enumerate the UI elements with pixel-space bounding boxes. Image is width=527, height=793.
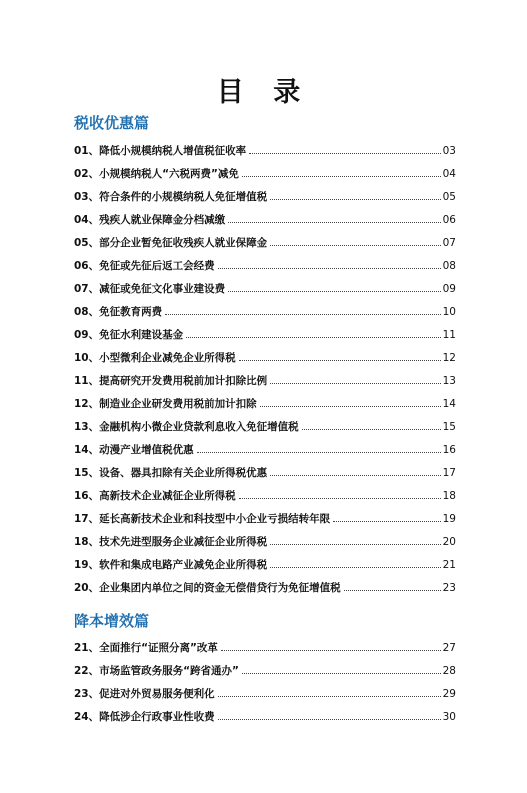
toc-entry[interactable] bbox=[74, 156, 456, 179]
toc-dot-leader bbox=[221, 650, 441, 651]
toc-entry-page-number: 10 bbox=[442, 305, 456, 318]
toc-entry[interactable] bbox=[74, 363, 456, 386]
toc-dot-leader bbox=[228, 222, 441, 223]
toc-entry[interactable] bbox=[74, 386, 456, 409]
toc-dot-leader bbox=[165, 314, 441, 315]
toc-entry[interactable] bbox=[74, 317, 456, 340]
toc-entry-page-number: 13 bbox=[442, 374, 456, 387]
toc-entry[interactable] bbox=[74, 547, 456, 570]
toc-entry[interactable] bbox=[74, 478, 456, 501]
toc-entry-page-number: 20 bbox=[442, 535, 456, 548]
toc-entry-page-number: 23 bbox=[442, 581, 456, 594]
toc-entry-label: 23、促进对外贸易服务便利化 bbox=[74, 687, 215, 700]
toc-entry-label: 17、延长高新技术企业和科技型中小企业亏损结转年限 bbox=[74, 512, 331, 525]
toc-entry[interactable] bbox=[74, 179, 456, 202]
toc-entry[interactable] bbox=[74, 294, 456, 317]
section-heading-tax: 税收优惠篇 bbox=[74, 114, 150, 132]
toc-entry-label: 08、免征教育两费 bbox=[74, 305, 163, 318]
toc-dot-leader bbox=[302, 429, 441, 430]
toc-entry-page-number: 17 bbox=[442, 466, 456, 479]
toc-entry-label: 21、全面推行“证照分离”改革 bbox=[74, 641, 218, 654]
toc-entry-page-number: 19 bbox=[442, 512, 456, 525]
toc-entry-page-number: 12 bbox=[442, 351, 456, 364]
toc-entry-page-number: 30 bbox=[442, 710, 456, 723]
toc-entry-page-number: 27 bbox=[442, 641, 456, 654]
toc-entry-page-number: 08 bbox=[442, 259, 456, 272]
toc-entry-label: 10、小型微利企业减免企业所得税 bbox=[74, 351, 236, 364]
toc-entry-label: 22、市场监管政务服务“跨省通办” bbox=[74, 664, 239, 677]
toc-entry-page-number: 15 bbox=[442, 420, 456, 433]
toc-dot-leader bbox=[249, 153, 441, 154]
toc-entry-label: 12、制造业企业研发费用税前加计扣除 bbox=[74, 397, 257, 410]
toc-entry[interactable] bbox=[74, 248, 456, 271]
toc-dot-leader bbox=[260, 406, 441, 407]
toc-list-tax bbox=[74, 133, 456, 593]
toc-entry-label: 24、降低涉企行政事业性收费 bbox=[74, 710, 215, 723]
toc-dot-leader bbox=[270, 475, 441, 476]
toc-entry[interactable] bbox=[74, 676, 456, 699]
toc-entry[interactable] bbox=[74, 699, 456, 722]
toc-entry-page-number: 16 bbox=[442, 443, 456, 456]
toc-entry[interactable] bbox=[74, 630, 456, 653]
toc-entry-page-number: 14 bbox=[442, 397, 456, 410]
toc-dot-leader bbox=[270, 544, 441, 545]
toc-entry-label: 09、免征水利建设基金 bbox=[74, 328, 184, 341]
toc-entry-page-number: 06 bbox=[442, 213, 456, 226]
toc-entry[interactable] bbox=[74, 455, 456, 478]
toc-entry-page-number: 11 bbox=[442, 328, 456, 341]
toc-entry[interactable] bbox=[74, 570, 456, 593]
toc-dot-leader bbox=[270, 567, 441, 568]
toc-entry-label: 02、小规模纳税人“六税两费”减免 bbox=[74, 167, 239, 180]
toc-entry-label: 20、企业集团内单位之间的资金无偿借贷行为免征增值税 bbox=[74, 581, 341, 594]
toc-entry-label: 06、免征或先征后返工会经费 bbox=[74, 259, 215, 272]
toc-entry[interactable] bbox=[74, 653, 456, 676]
toc-entry-label: 07、减征或免征文化事业建设费 bbox=[74, 282, 226, 295]
toc-entry[interactable] bbox=[74, 133, 456, 156]
toc-entry-page-number: 18 bbox=[442, 489, 456, 502]
toc-entry[interactable] bbox=[74, 202, 456, 225]
toc-entry-page-number: 03 bbox=[442, 144, 456, 157]
toc-dot-leader bbox=[242, 176, 441, 177]
toc-entry-page-number: 07 bbox=[442, 236, 456, 249]
toc-entry-label: 04、残疾人就业保障金分档减缴 bbox=[74, 213, 226, 226]
toc-dot-leader bbox=[197, 452, 441, 453]
toc-list-cost bbox=[74, 630, 456, 722]
toc-dot-leader bbox=[239, 360, 441, 361]
toc-entry-label: 15、设备、器具扣除有关企业所得税优惠 bbox=[74, 466, 268, 479]
toc-entry-page-number: 05 bbox=[442, 190, 456, 203]
toc-dot-leader bbox=[270, 383, 441, 384]
toc-entry-page-number: 28 bbox=[442, 664, 456, 677]
toc-entry-page-number: 29 bbox=[442, 687, 456, 700]
toc-entry-label: 18、技术先进型服务企业减征企业所得税 bbox=[74, 535, 268, 548]
toc-entry-page-number: 21 bbox=[442, 558, 456, 571]
toc-dot-leader bbox=[186, 337, 441, 338]
toc-entry-label: 13、金融机构小微企业贷款利息收入免征增值税 bbox=[74, 420, 299, 433]
toc-entry-label: 01、降低小规模纳税人增值税征收率 bbox=[74, 144, 247, 157]
section-heading-cost: 降本增效篇 bbox=[74, 612, 150, 630]
toc-entry[interactable] bbox=[74, 409, 456, 432]
toc-dot-leader bbox=[344, 590, 441, 591]
toc-dot-leader bbox=[228, 291, 441, 292]
toc-entry-label: 16、高新技术企业减征企业所得税 bbox=[74, 489, 236, 502]
toc-entry-page-number: 09 bbox=[442, 282, 456, 295]
toc-dot-leader bbox=[242, 673, 441, 674]
toc-dot-leader bbox=[218, 719, 441, 720]
toc-entry[interactable] bbox=[74, 524, 456, 547]
toc-entry[interactable] bbox=[74, 501, 456, 524]
toc-entry-label: 03、符合条件的小规模纳税人免征增值税 bbox=[74, 190, 268, 203]
page-title: 目 录 bbox=[216, 77, 311, 108]
toc-entry-label: 14、动漫产业增值税优惠 bbox=[74, 443, 194, 456]
toc-entry-page-number: 04 bbox=[442, 167, 456, 180]
toc-entry[interactable] bbox=[74, 340, 456, 363]
toc-entry[interactable] bbox=[74, 271, 456, 294]
toc-dot-leader bbox=[218, 268, 441, 269]
toc-dot-leader bbox=[270, 245, 441, 246]
toc-dot-leader bbox=[218, 696, 441, 697]
toc-entry-label: 11、提高研究开发费用税前加计扣除比例 bbox=[74, 374, 268, 387]
toc-entry-label: 05、部分企业暂免征收残疾人就业保障金 bbox=[74, 236, 268, 249]
toc-dot-leader bbox=[333, 521, 441, 522]
toc-dot-leader bbox=[270, 199, 441, 200]
toc-entry-label: 19、软件和集成电路产业减免企业所得税 bbox=[74, 558, 268, 571]
toc-dot-leader bbox=[239, 498, 441, 499]
toc-entry[interactable] bbox=[74, 432, 456, 455]
toc-entry[interactable] bbox=[74, 225, 456, 248]
